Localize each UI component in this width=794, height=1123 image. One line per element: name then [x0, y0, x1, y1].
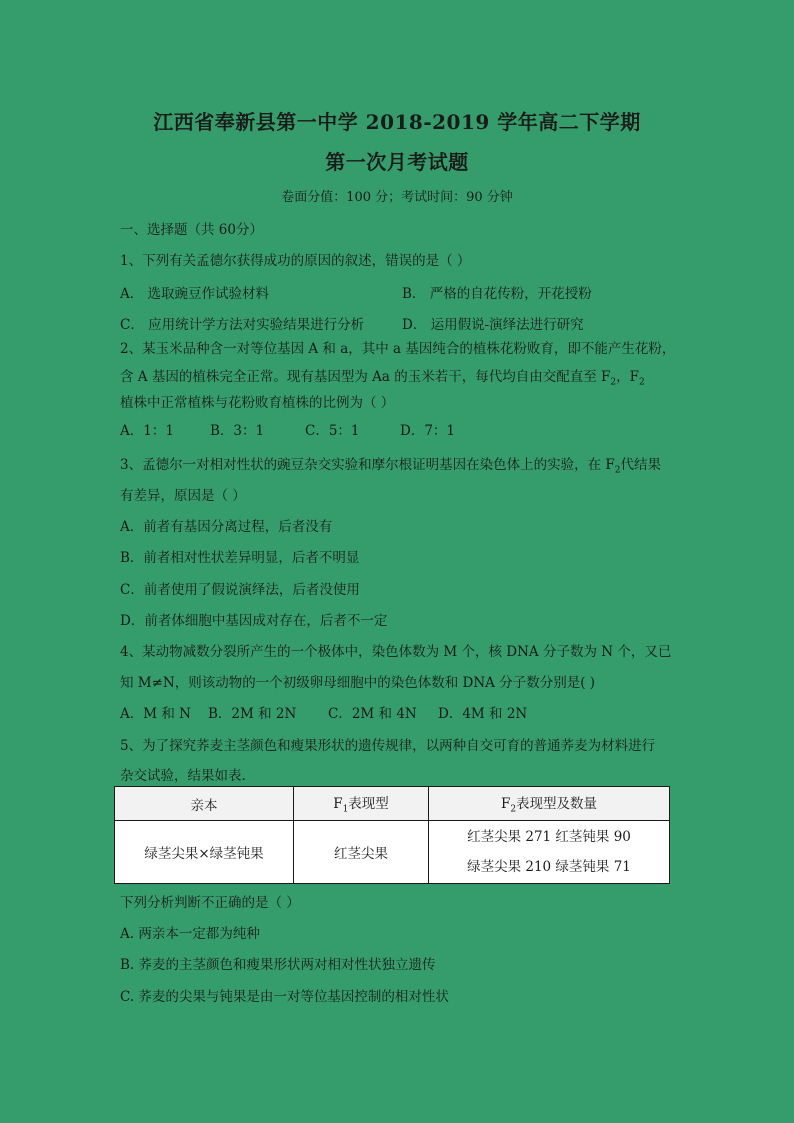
cell-f1: 红茎尖果 — [294, 821, 429, 884]
q4-option-a: A．M 和 N — [120, 706, 191, 722]
q5-after-table: 下列分析判断不正确的是（ ） — [120, 895, 300, 911]
header-f1-text: 表现型 — [348, 796, 389, 813]
q3-line1-text-b: 代结果 — [620, 457, 661, 473]
q3-line1 — [120, 453, 661, 476]
q3-sub: 2 — [614, 465, 621, 476]
table-row — [115, 821, 670, 884]
cell-f2-line2: 绿茎尖果 210 绿茎钝果 71 — [467, 859, 631, 875]
q1-option-b: B． 严格的自花传粉，开花授粉 — [402, 286, 592, 302]
header-parents: 亲本 — [115, 787, 294, 821]
cell-f2 — [429, 821, 670, 884]
q3-option-b: B．前者相对性状差异明显，后者不明显 — [120, 550, 360, 566]
section-heading: 一、选择题（共 60分） — [120, 222, 263, 238]
q2-option-b: B．3：1 — [210, 423, 265, 439]
q4-option-b: B．2M 和 2N — [208, 706, 297, 722]
q2-line2 — [120, 365, 645, 388]
q3-option-c: C．前者使用了假说演绎法，后者没使用 — [120, 582, 360, 598]
header-f2-text: 表现型及数量 — [516, 796, 598, 813]
exam-meta: 卷面分值：100 分；考试时间：90 分钟 — [281, 190, 513, 205]
q2-option-d: D．7：1 — [400, 423, 456, 439]
q1-options-cd — [120, 313, 680, 333]
q5-results-table — [114, 786, 670, 884]
q3-option-d: D．前者体细胞中基因成对存在，后者不一定 — [120, 613, 388, 629]
q4-line2: 知 M≠N，则该动物的一个初级卵母细胞中的染色体数和 DNA 分子数分别是( ) — [120, 675, 596, 691]
q4-option-c: C．2M 和 4N — [328, 706, 417, 722]
q2-sub-2: 2 — [638, 377, 645, 388]
header-f1-phenotype — [294, 787, 429, 821]
cell-f2-line1: 红茎尖果 271 红茎钝果 90 — [467, 829, 631, 845]
q5-option-a: A. 两亲本一定都为纯种 — [120, 926, 260, 942]
q2-line2-text-b: ，F — [616, 369, 639, 385]
q5-line2: 杂交试验，结果如表. — [120, 768, 246, 784]
header-f1-sub: 1 — [342, 804, 349, 815]
q3-option-a: A．前者有基因分离过程，后者没有 — [120, 519, 333, 535]
q4-line1: 4、某动物减数分裂所产生的一个极体中，染色体数为 M 个，核 DNA 分子数为 N 个，又已 — [120, 644, 672, 660]
exam-title-line1: 江西省奉新县第一中学 2018-2019 学年高二下学期 — [153, 110, 641, 134]
q1-option-a: A． 选取豌豆作试验材料 — [120, 286, 270, 302]
q5-option-c: C. 荞麦的尖果与钝果是由一对等位基因控制的相对性状 — [120, 989, 449, 1005]
q5-line1: 5、为了探究荞麦主茎颜色和瘦果形状的遗传规律，以两种自交可育的普通荞麦为材料进行 — [120, 738, 656, 754]
header-f2-phenotype — [429, 787, 670, 821]
q1-option-d: D． 运用假说-演绎法进行研究 — [402, 317, 584, 333]
q3-line2: 有差异，原因是（ ） — [120, 488, 246, 504]
q1-stem: 1、下列有关孟德尔获得成功的原因的叙述，错误的是（ ） — [120, 253, 471, 269]
header-f2-f: F — [500, 796, 511, 813]
exam-title-line2: 第一次月考试题 — [325, 150, 469, 174]
cell-parents: 绿茎尖果×绿茎钝果 — [115, 821, 294, 884]
q2-option-a: A．1：1 — [120, 423, 174, 439]
header-f1-f: F — [333, 796, 343, 813]
header-f2-sub: 2 — [510, 804, 517, 815]
q1-options-ab — [120, 282, 680, 302]
q4-option-d: D．4M 和 2N — [438, 706, 528, 722]
q2-line2-text-a: 含 A 基因的植株完全正常。现有基因型为 Aa 的玉米若干，每代均自由交配直至 F — [120, 369, 611, 385]
table-header-row — [115, 787, 670, 821]
q2-option-c: C．5：1 — [305, 423, 360, 439]
q1-option-c: C． 应用统计学方法对实验结果进行分析 — [120, 317, 365, 333]
q3-line1-text-a: 3、孟德尔一对相对性状的豌豆杂交实验和摩尔根证明基因在染色体上的实验，在 F — [120, 457, 615, 473]
q2-line3: 植株中正常植株与花粉败育植株的比例为（ ） — [120, 395, 395, 411]
q2-sub-1: 2 — [610, 377, 617, 388]
q2-line1: 2、某玉米品种含一对等位基因 A 和 a，其中 a 基因纯合的植株花粉败育，即不能产生花粉， — [120, 341, 676, 357]
q5-option-b: B. 荞麦的主茎颜色和瘦果形状两对相对性状独立遗传 — [120, 957, 436, 973]
